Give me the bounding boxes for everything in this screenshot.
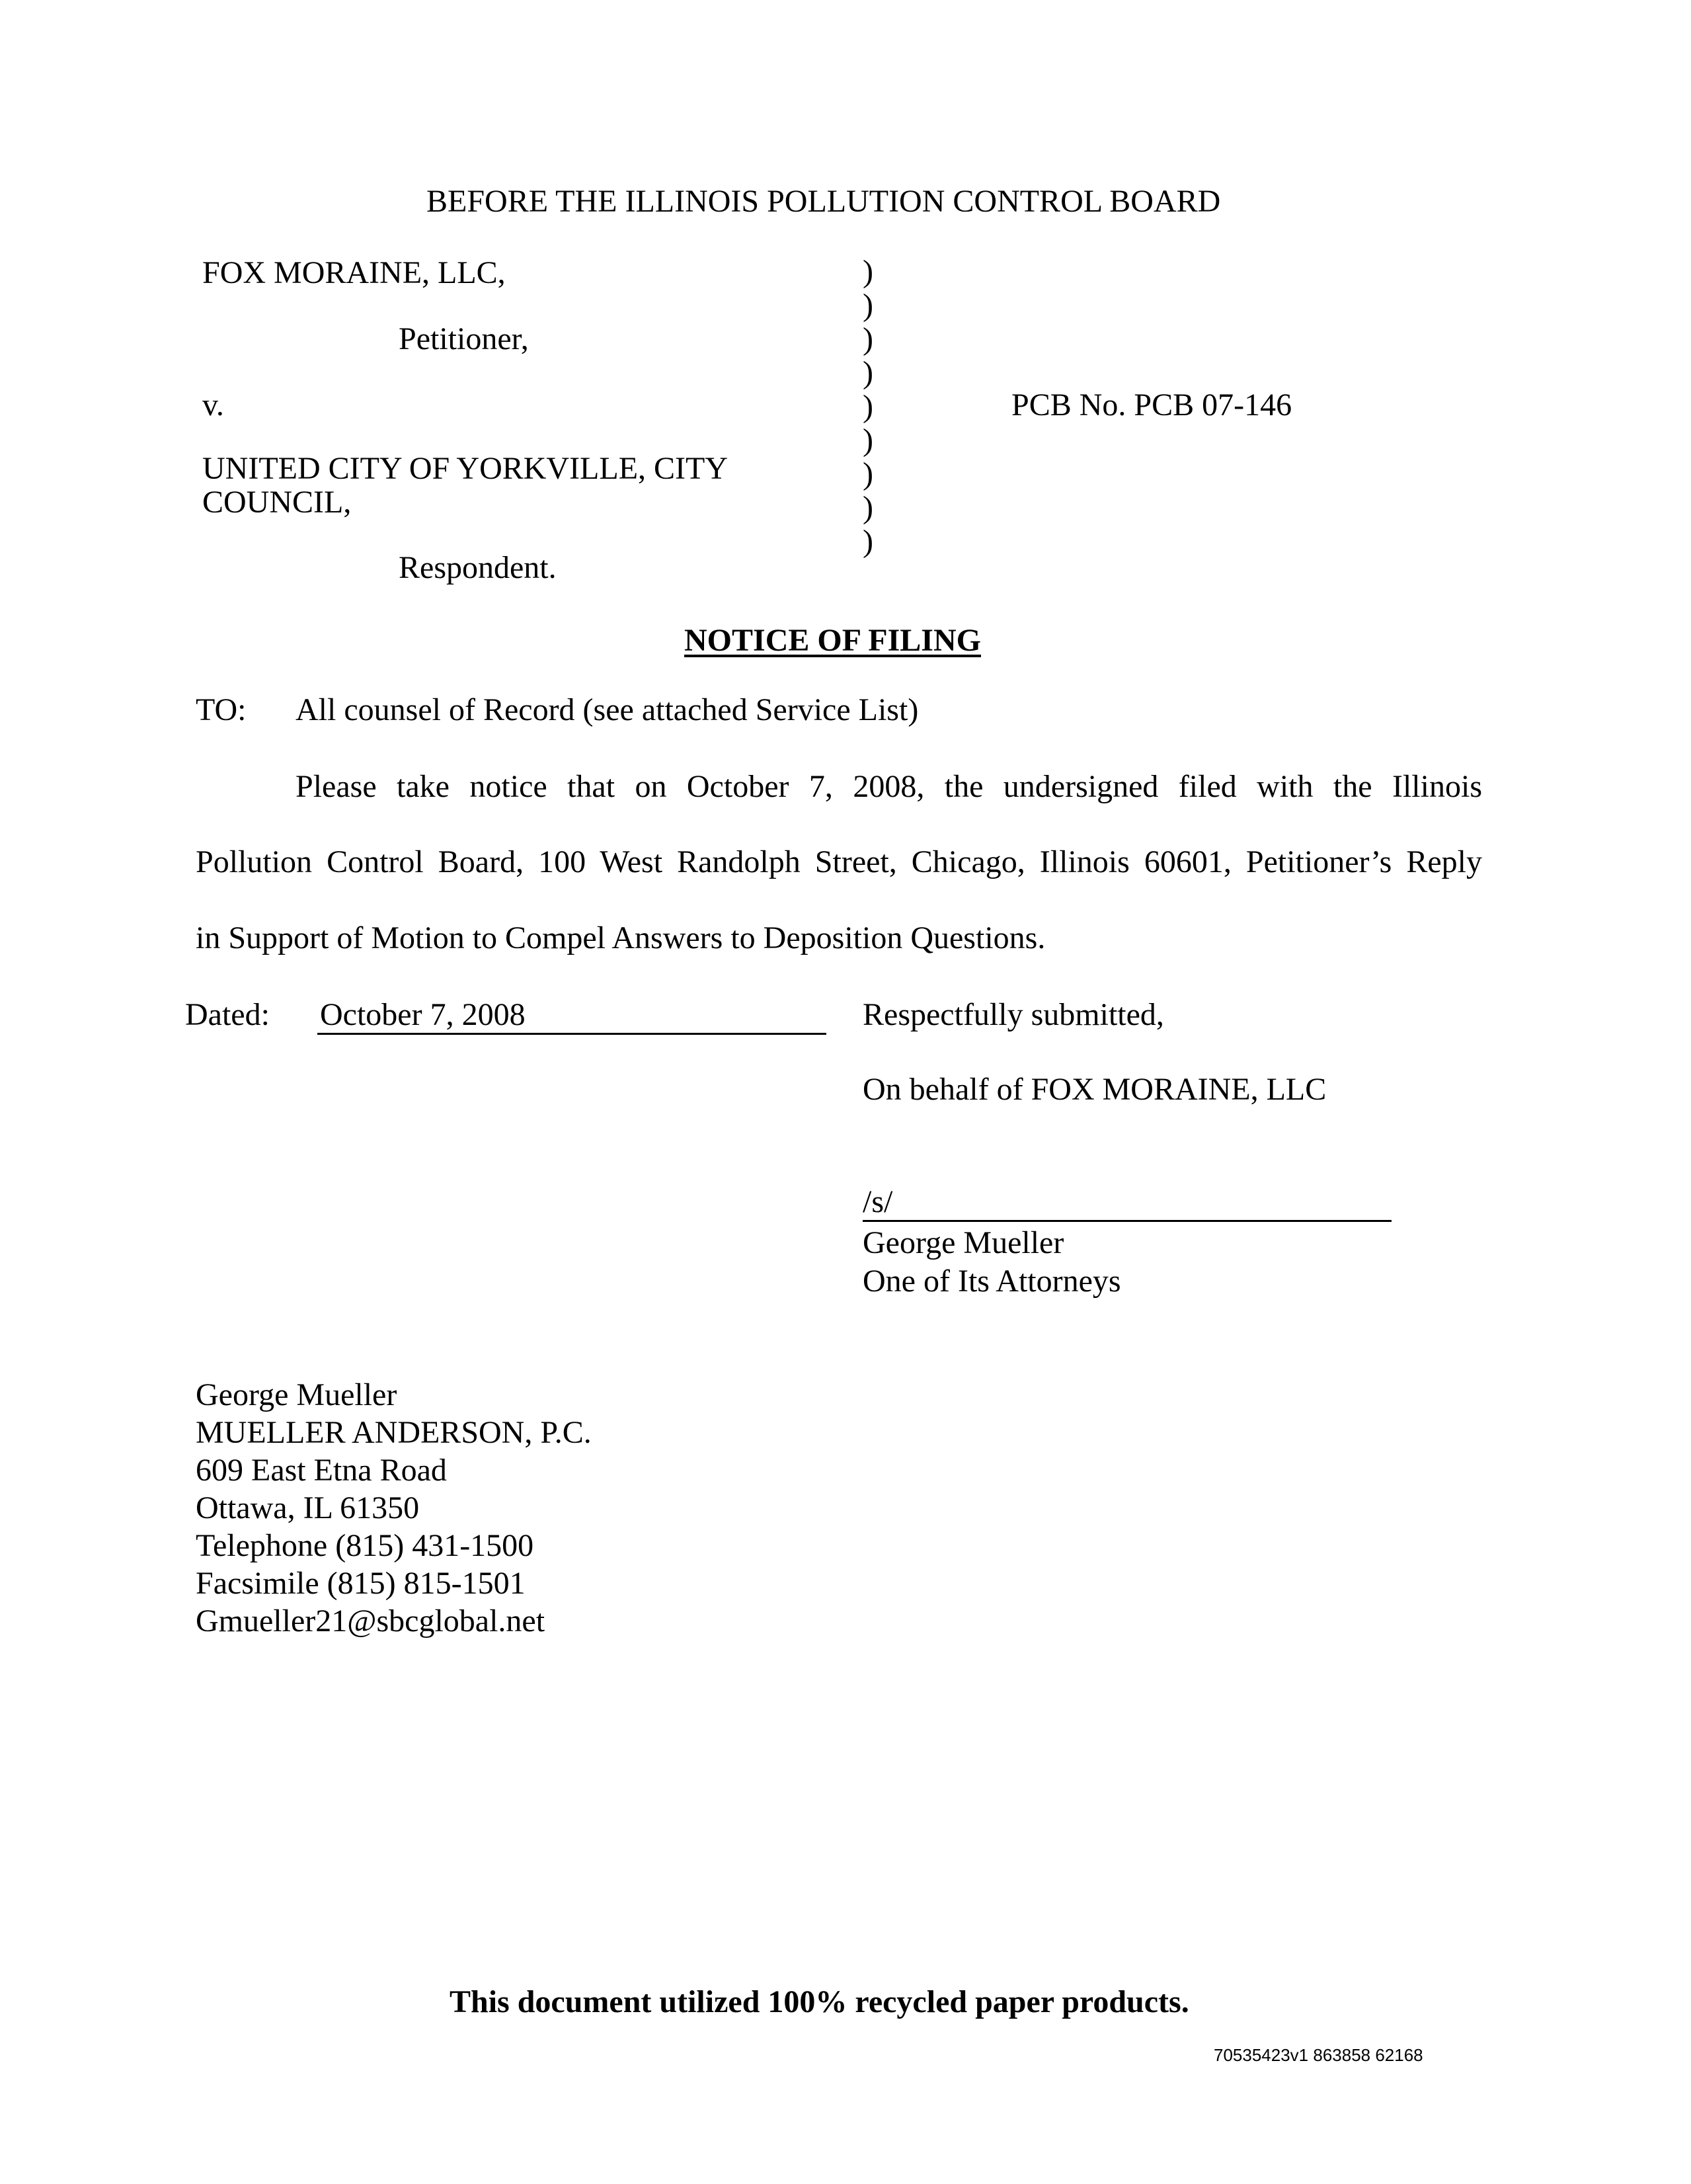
closing-text: Respectfully submitted, xyxy=(863,997,1164,1032)
dated-value: October 7, 2008 xyxy=(320,997,526,1032)
dated-label: Dated: xyxy=(185,997,270,1032)
respondent-role: Respondent. xyxy=(399,550,557,585)
body-line-3: in Support of Motion to Compel Answers to Deposition Questions. xyxy=(196,920,1046,955)
caption-paren: ) xyxy=(863,490,873,525)
document-id: 70535423v1 863858 62168 xyxy=(1214,2045,1423,2065)
notice-heading: NOTICE OF FILING xyxy=(684,623,981,658)
petitioner-role: Petitioner, xyxy=(399,321,529,356)
caption-paren: ) xyxy=(863,321,873,356)
signatory-title: One of Its Attorneys xyxy=(863,1264,1121,1299)
case-number: PCB No. PCB 07-146 xyxy=(1011,387,1292,423)
petitioner-name: FOX MORAINE, LLC, xyxy=(202,255,506,290)
on-behalf-text: On behalf of FOX MORAINE, LLC xyxy=(863,1072,1327,1107)
attorney-telephone: Telephone (815) 431-1500 xyxy=(196,1528,534,1563)
recycled-paper-note: This document utilized 100% recycled paper products. xyxy=(450,1984,1189,2019)
caption-paren: ) xyxy=(863,423,873,458)
respondent-name-line1: UNITED CITY OF YORKVILLE, CITY xyxy=(202,451,728,486)
respondent-name-line2: COUNCIL, xyxy=(202,485,352,520)
dated-underline xyxy=(317,1033,826,1035)
caption-paren: ) xyxy=(863,288,873,323)
signature-mark: /s/ xyxy=(863,1184,893,1219)
court-title: BEFORE THE ILLINOIS POLLUTION CONTROL BOARD xyxy=(426,184,1221,219)
caption-paren: ) xyxy=(863,456,873,491)
versus-label: v. xyxy=(202,387,224,423)
caption-paren: ) xyxy=(863,254,873,289)
body-line-2: Pollution Control Board, 100 West Randolph Street, Chicago, Illinois 60601, Petitioner’s Reply xyxy=(196,844,1482,879)
attorney-street: 609 East Etna Road xyxy=(196,1453,447,1488)
caption-paren: ) xyxy=(863,524,873,559)
body-line-1: Please take notice that on October 7, 2008, the undersigned filed with the Illinois xyxy=(295,769,1482,804)
attorney-facsimile: Facsimile (815) 815-1501 xyxy=(196,1566,526,1601)
signature-line xyxy=(863,1220,1392,1222)
signatory-name: George Mueller xyxy=(863,1225,1064,1260)
attorney-name: George Mueller xyxy=(196,1377,397,1412)
caption-paren: ) xyxy=(863,389,873,424)
attorney-city: Ottawa, IL 61350 xyxy=(196,1490,420,1525)
to-label: TO: xyxy=(196,692,247,727)
attorney-firm: MUELLER ANDERSON, P.C. xyxy=(196,1415,592,1450)
attorney-email: Gmueller21@sbcglobal.net xyxy=(196,1603,545,1638)
to-recipients: All counsel of Record (see attached Service List) xyxy=(295,692,919,727)
caption-paren: ) xyxy=(863,355,873,390)
caption-parentheses xyxy=(863,255,889,558)
